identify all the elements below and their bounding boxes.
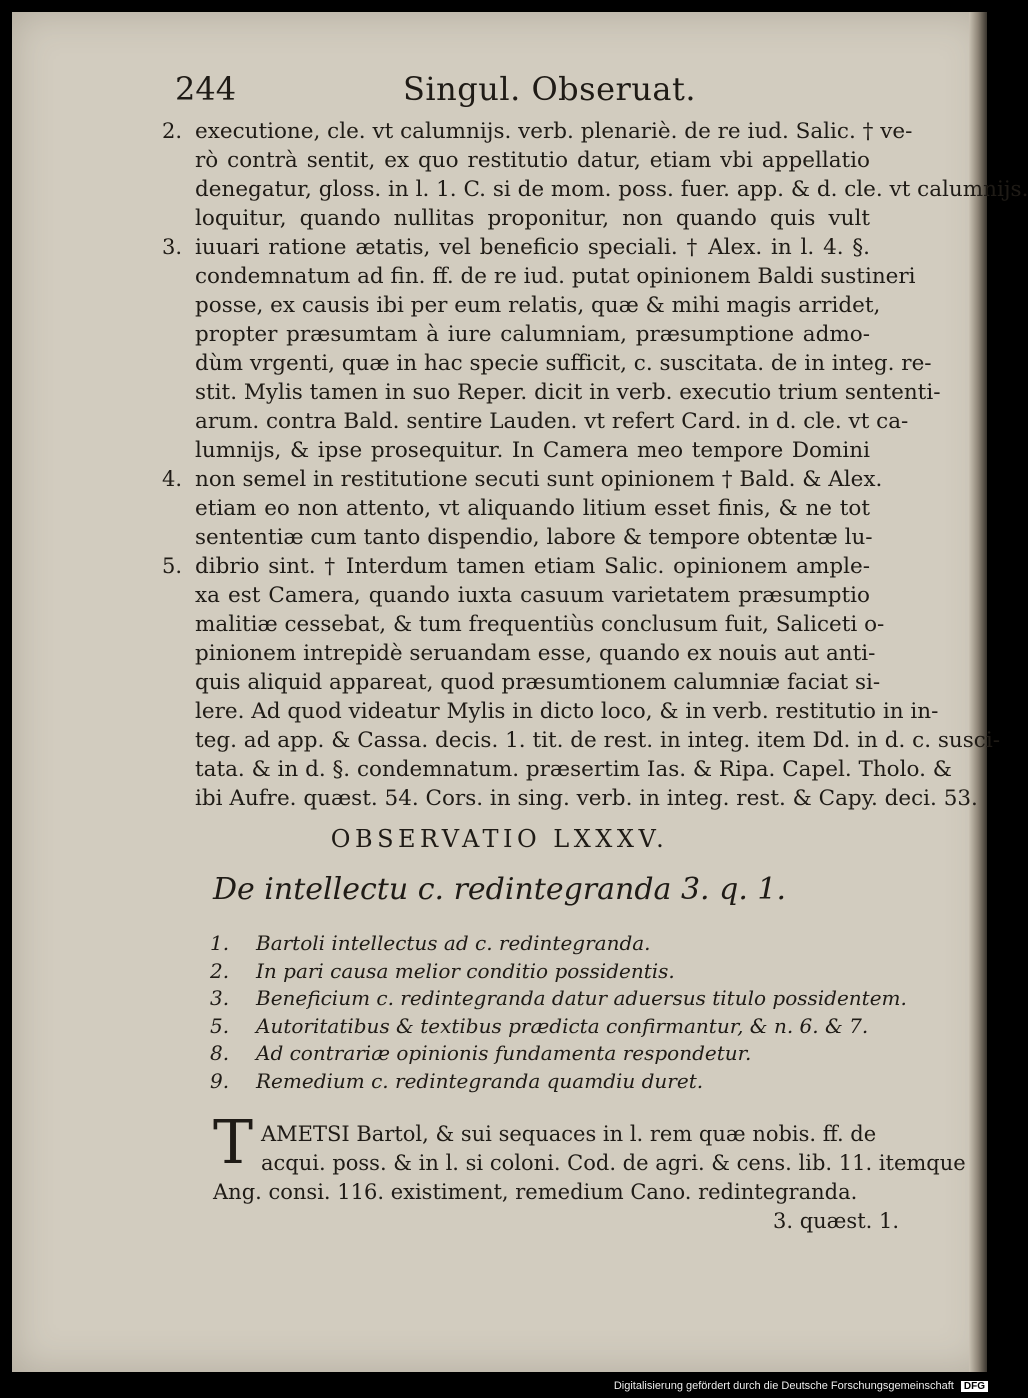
text-line	[195, 407, 909, 436]
credit-text: Digitalisierung gefördert durch die Deutsche Forschungsgemeinschaft	[613, 1380, 954, 1392]
summary-text: Beneficium c. redintegranda datur aduersus titulo possidentem.	[256, 986, 907, 1010]
line-text: non semel in restitutione secuti sunt opinionem † Bald. & Alex.	[195, 467, 883, 492]
running-title: Singul. Obseruat.	[403, 70, 697, 108]
text-line	[195, 784, 978, 813]
margin-note-number: 5.	[162, 554, 183, 578]
text-line	[195, 668, 881, 697]
summary-text: Autoritatibus & textibus prædicta confirmantur, & n. 6. & 7.	[256, 1013, 869, 1038]
summary-number: 9.	[210, 1068, 230, 1093]
summary-number: 2.	[210, 958, 230, 983]
book-spine-shadow	[969, 12, 987, 1372]
line-text: posse, ex causis ibi per eum relatis, quæ & mihi magis arridet,	[195, 293, 881, 318]
text-line	[195, 291, 881, 320]
text-line	[195, 378, 941, 407]
summary-number: 3.	[210, 986, 230, 1010]
summary-item	[210, 930, 870, 958]
line-text: ibi Aufre. quæst. 54. Cors. in sing. verb. in integ. rest. & Capy. deci. 53.	[195, 786, 978, 811]
summary-text: Remedium c. redintegranda quamdiu duret.	[256, 1068, 704, 1093]
line-text: stit. Mylis tamen in suo Reper. dicit in verb. executio trium sententi-	[195, 380, 941, 405]
summary-list	[210, 930, 907, 1095]
line-text: loquitur, quando nullitas proponitur, non quando quis vult	[195, 206, 870, 231]
text-line	[162, 465, 883, 494]
line-text: dùm vrgenti, quæ in hac specie sufficit, c. suscitata. de in integ. re-	[195, 351, 932, 376]
line-text: teg. ad app. & Cassa. decis. 1. tit. de rest. in integ. item Dd. in d. c. susci-	[195, 728, 1000, 753]
dfg-logo: DFG	[961, 1381, 988, 1392]
summary-item	[210, 1040, 870, 1068]
text-line	[195, 581, 870, 610]
page-header	[175, 70, 895, 120]
text-line	[195, 494, 870, 523]
margin-note-number: 4.	[162, 467, 183, 491]
line-text: etiam eo non attento, vt aliquando litium esset finis, & ne tot	[195, 496, 870, 521]
line-text: arum. contra Bald. sentire Lauden. vt refert Card. in d. cle. vt ca-	[195, 409, 909, 434]
main-text-block	[162, 117, 1028, 813]
closing-line: 3. quæst. 1.	[773, 1209, 900, 1233]
line-text: denegatur, gloss. in l. 1. C. si de mom. poss. fuer. app. & d. cle. vt calumnijs.	[195, 177, 1028, 202]
line-text: quis aliquid appareat, quod præsumtionem calumniæ faciat si-	[195, 670, 881, 695]
summary-item	[210, 1068, 870, 1096]
text-line	[195, 146, 870, 175]
summary-item	[210, 1013, 870, 1041]
page-number: 244	[175, 70, 237, 108]
text-line	[162, 552, 870, 581]
margin-note-number: 2.	[162, 119, 183, 143]
line-text: pinionem intrepidè seruandam esse, quando ex nouis aut anti-	[195, 641, 876, 666]
summary-text: Bartoli intellectus ad c. redintegranda.	[256, 931, 651, 955]
line-text: rò contrà sentit, ex quo restitutio datur, etiam vbi appellatio	[195, 148, 870, 173]
text-line	[195, 697, 939, 726]
line-text: xa est Camera, quando iuxta casuum varietatem præsumptio	[195, 583, 870, 608]
text-line	[195, 523, 873, 552]
summary-item	[210, 985, 907, 1013]
drop-cap: T	[213, 1108, 254, 1178]
summary-text: In pari causa melior conditio possidentis.	[256, 958, 675, 983]
text-line	[195, 262, 916, 291]
text-line	[195, 755, 952, 784]
text-line	[162, 117, 913, 146]
line-text: dibrio sint. † Interdum tamen etiam Salic. opinionem ample-	[195, 554, 870, 579]
summary-number: 5.	[210, 1013, 230, 1038]
summary-item	[210, 958, 870, 986]
text-line	[195, 349, 932, 378]
line-text: lere. Ad quod videatur Mylis in dicto loco, & in verb. restitutio in in-	[195, 699, 939, 724]
text-line	[195, 610, 885, 639]
summary-number: 1.	[210, 931, 230, 955]
closing-line: acqui. poss. & in l. si coloni. Cod. de agri. & cens. lib. 11. itemque	[261, 1151, 966, 1175]
text-line	[195, 175, 1028, 204]
line-text: tata. & in d. §. condemnatum. præsertim Ias. & Ripa. Capel. Tholo. &	[195, 757, 952, 782]
text-line	[195, 320, 870, 349]
line-text: sententiæ cum tanto dispendio, labore & tempore obtentæ lu-	[195, 525, 873, 550]
line-text: lumnijs, & ipse prosequitur. In Camera meo tempore Domini	[195, 438, 870, 463]
summary-text: Ad contrariæ opinionis fundamenta respondetur.	[256, 1041, 752, 1065]
text-line	[195, 726, 1000, 755]
summary-number: 8.	[210, 1041, 230, 1065]
closing-line: AMETSI Bartol, & sui sequaces in l. rem quæ nobis. ff. de	[261, 1122, 877, 1146]
closing-text-block	[213, 1120, 966, 1236]
margin-note-number: 3.	[162, 235, 183, 259]
digitization-credit	[614, 1380, 988, 1392]
text-line	[162, 233, 870, 262]
text-line	[195, 639, 876, 668]
section-title: OBSERVATIO LXXXV.	[330, 825, 669, 853]
section-subtitle: De intellectu c. redintegranda 3. q. 1.	[212, 872, 787, 907]
text-line	[195, 204, 870, 233]
line-text: propter præsumtam à iure calumniam, præsumptione admo-	[195, 322, 870, 347]
closing-line: Ang. consi. 116. existiment, remedium Cano. redintegranda.	[213, 1180, 858, 1204]
line-text: executione, cle. vt calumnijs. verb. plenariè. de re iud. Salic. † ve-	[195, 119, 913, 144]
line-text: iuuari ratione ætatis, vel beneficio speciali. † Alex. in l. 4. §.	[195, 235, 870, 260]
text-line	[195, 436, 870, 465]
line-text: malitiæ cessebat, & tum frequentiùs conclusum fuit, Saliceti o-	[195, 612, 885, 637]
line-text: condemnatum ad fin. ff. de re iud. putat opinionem Baldi sustineri	[195, 264, 916, 289]
